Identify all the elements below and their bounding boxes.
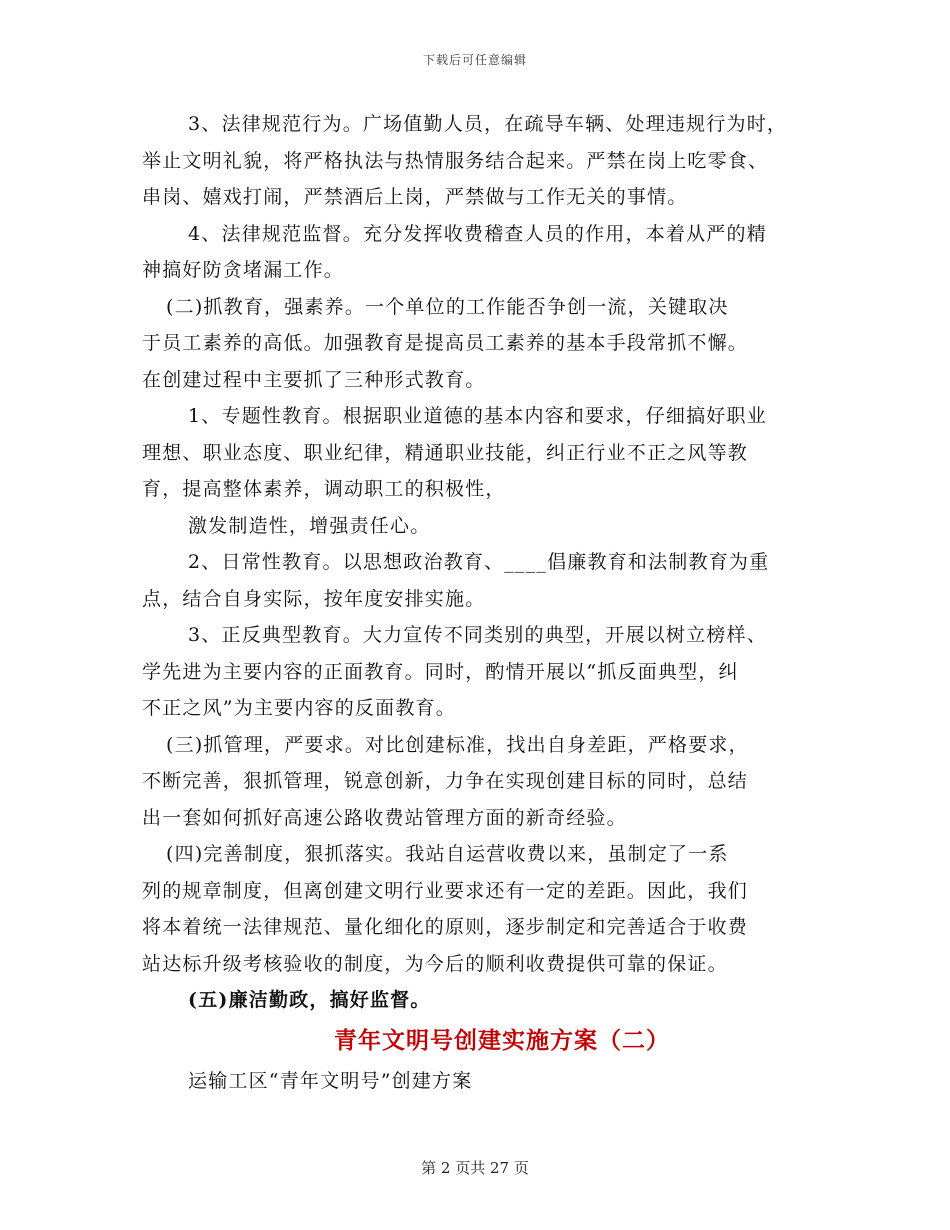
text-line: 2、日常性教育。以思想政治教育、____倡廉教育和法制教育为重 bbox=[188, 551, 770, 573]
text-line: 3、正反典型教育。大力宣传不同类别的典型，开展以树立榜样、 bbox=[188, 624, 767, 646]
text-line: 4、法律规范监督。充分发挥收费稽查人员的作用，本着从严的精 bbox=[188, 222, 767, 245]
text-line: (五)廉洁勤政，搞好监督。 bbox=[188, 989, 431, 1011]
text-line: 于员工素养的高低。加强教育是提高员工素养的基本手段常抓不懈。 bbox=[142, 332, 749, 354]
paragraph-typical-education bbox=[142, 617, 822, 727]
text-line: 站达标升级考核验收的制度，为今后的顺利收费提供可靠的保证。 bbox=[142, 952, 728, 975]
text-line: 理想、职业态度、职业纪律，精通职业技能，纠正行业不正之风等教 bbox=[142, 441, 749, 464]
paragraph-subtitle bbox=[142, 1063, 822, 1100]
text-line: 育，提高整体素养，调动职工的积极性， bbox=[142, 478, 506, 500]
page-footer: 第 2 页共 27 页 bbox=[421, 1159, 529, 1177]
text-line: 出一套如何抓好高速公路收费站管理方面的新奇经验。 bbox=[142, 806, 627, 829]
text-line: 不断完善，狠抓管理，锐意创新，力争在实现创建目标的同时，总结 bbox=[142, 770, 749, 792]
paragraph-topic-education bbox=[142, 398, 822, 508]
text-line: 激发制造性，增强责任心。 bbox=[188, 514, 431, 537]
paragraph-law-supervision bbox=[142, 216, 822, 289]
text-line: 学先进为主要内容的正面教育。同时，酌情开展以“抓反面典型，纠 bbox=[142, 660, 739, 683]
paragraph-integrity bbox=[142, 982, 822, 1019]
subtitle: 运输工区“青年文明号”创建方案 bbox=[188, 1069, 473, 1092]
text-line: (二)抓教育，强素养。一个单位的工作能否争创一流，关键取决 bbox=[166, 295, 729, 318]
text-line: 列的规章制度，但离创建文明行业要求还有一定的差距。因此，我们 bbox=[142, 879, 749, 902]
document-body bbox=[142, 106, 822, 1099]
text-line: 举止文明礼貌，将严格执法与热情服务结合起来。严禁在岗上吃零食、 bbox=[142, 149, 769, 172]
text-line: 神搞好防贪堵漏工作。 bbox=[142, 259, 345, 281]
text-line: 点，结合自身实际，按年度安排实施。 bbox=[142, 587, 486, 610]
text-line: 在创建过程中主要抓了三种形式教育。 bbox=[142, 368, 486, 391]
paragraph-education bbox=[142, 289, 822, 399]
text-line: (四)完善制度，狠抓落实。我站自运营收费以来，虽制定了一系 bbox=[166, 843, 729, 865]
paragraph-systems bbox=[142, 836, 822, 982]
page-header: 下载后可任意编辑 bbox=[422, 53, 527, 67]
text-line: 将本着统一法律规范、量化细化的原则，逐步制定和完善适合于收费 bbox=[142, 916, 749, 938]
text-line: 1、专题性教育。根据职业道德的基本内容和要求，仔细搞好职业 bbox=[188, 405, 767, 427]
paragraph-law-behavior bbox=[142, 106, 822, 216]
text-line: 不正之风”为主要内容的反面教育。 bbox=[142, 697, 456, 719]
text-line: (三)抓管理，严要求。对比创建标准，找出自身差距，严格要求， bbox=[166, 733, 749, 756]
paragraph-management bbox=[142, 727, 822, 837]
section-title: 青年文明号创建实施方案（二） bbox=[334, 1027, 670, 1054]
text-line: 串岗、嬉戏打闹，严禁酒后上岗，严禁做与工作无关的事情。 bbox=[142, 186, 688, 208]
paragraph-continuation bbox=[142, 508, 822, 545]
paragraph-daily-education bbox=[142, 544, 822, 617]
text-line: 3、法律规范行为。广场值勤人员，在疏导车辆、处理违规行为时， bbox=[188, 113, 788, 135]
